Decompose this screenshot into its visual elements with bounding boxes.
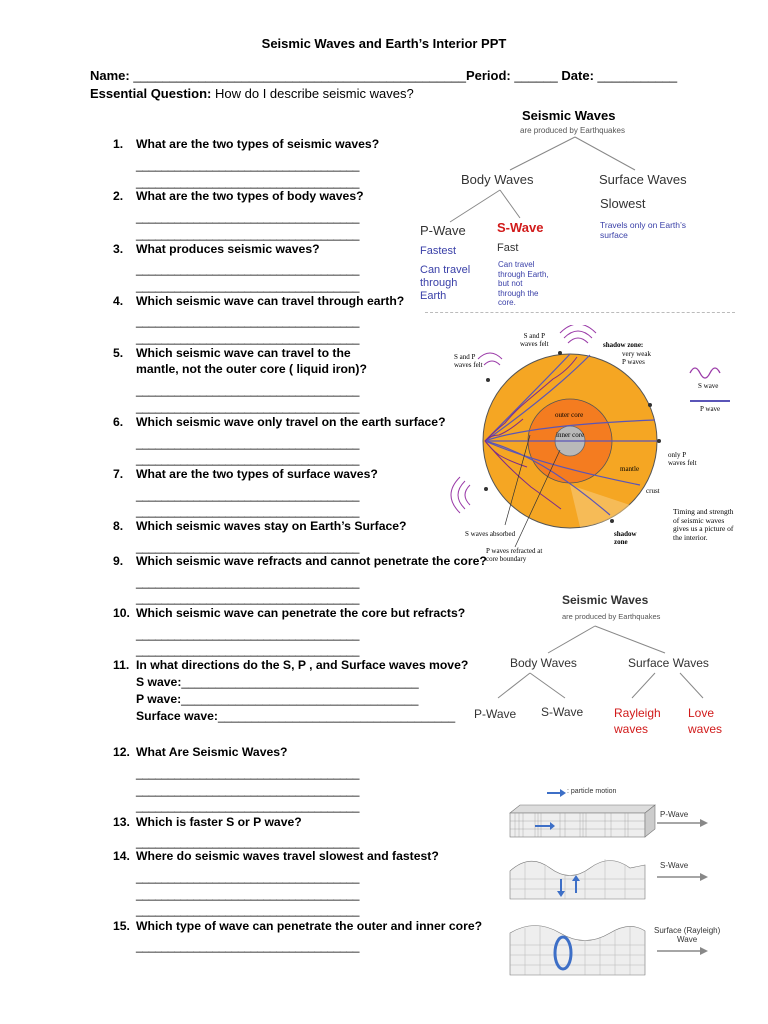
essential-question — [90, 86, 414, 101]
p-refracted-label: P waves refracted at core boundary — [486, 547, 543, 563]
shadow-zone-desc: very weak P waves — [622, 350, 651, 366]
period-label: Period: — [465, 68, 511, 83]
shadow-zone2-label: shadow zone — [614, 530, 637, 546]
s-wave-legend: S wave — [698, 382, 719, 390]
answer-line[interactable]: ___________________________________ — [136, 227, 360, 241]
p-wave-legend: P wave — [700, 405, 721, 413]
d2-p-wave: P-Wave — [474, 707, 517, 721]
d2-title: Seismic Waves — [562, 593, 649, 607]
question-10: 10. Which seismic wave can penetrate the core but refracts? — [113, 606, 466, 620]
name-label: Name: — [90, 68, 130, 83]
seismic-waves-concept-map-1 — [410, 100, 730, 315]
d2-love: Love waves — [688, 706, 723, 736]
answer-line[interactable]: ___________________________________ — [136, 766, 360, 780]
eq-label: Essential Question: — [90, 86, 212, 101]
timing-note: Timing and strength of seismic waves gives us a picture of the interior. — [673, 507, 734, 542]
question-4: 4. Which seismic wave can travel through earth? — [113, 294, 405, 308]
earth-interior-diagram — [440, 325, 760, 570]
d1-fastest: Fastest — [420, 245, 457, 257]
d2-s-wave: S-Wave — [541, 705, 584, 719]
sp-felt-left: S and P waves felt — [454, 353, 483, 369]
answer-line[interactable]: ___________________________________ — [136, 279, 360, 293]
answer-line[interactable]: ___________________________________ — [136, 887, 360, 901]
answer-line[interactable]: ___________________________________ — [136, 175, 360, 189]
answer-line[interactable]: ___________________________________ — [136, 591, 360, 605]
d2-body-waves: Body Waves — [510, 656, 577, 670]
answer-line[interactable]: ___________________________________ — [136, 488, 360, 502]
name-row — [90, 68, 677, 83]
question-5: 5. Which seismic wave can travel to the — [113, 346, 351, 360]
question-11: 11. In what directions do the S, P , and Surface waves move? — [113, 658, 469, 672]
d1-p-desc: Can travel through Earth — [420, 264, 471, 302]
question-15: 15. Which type of wave can penetrate the outer and inner core? — [113, 919, 483, 933]
answer-line[interactable]: ___________________________________ — [136, 158, 360, 172]
answer-line[interactable]: ___________________________________ — [136, 262, 360, 276]
d3-p-wave: P-Wave — [660, 810, 689, 819]
answer-line[interactable]: ___________________________________ — [136, 903, 360, 917]
question-6: 6. Which seismic wave only travel on the earth surface? — [113, 415, 446, 429]
answer-line[interactable]: ___________________________________ — [136, 314, 360, 328]
answer-line[interactable]: ___________________________________ — [136, 643, 360, 657]
answer-line[interactable]: ___________________________________ — [136, 783, 360, 797]
inner-core-label: inner core — [556, 431, 585, 439]
question-1: 1. What are the two types of seismic waves? — [113, 137, 380, 151]
question-5-cont: mantle, not the outer core ( liquid iron)? — [136, 362, 367, 376]
mantle-label: mantle — [620, 465, 640, 473]
answer-line[interactable]: ___________________________________ — [136, 575, 360, 589]
d1-title: Seismic Waves — [522, 108, 616, 123]
d1-surface-desc: Travels only on Earth’s surface — [600, 220, 686, 240]
date-label: Date: — [561, 68, 594, 83]
d3-s-wave: S-Wave — [660, 861, 689, 870]
question-12: 12. What Are Seismic Waves? — [113, 745, 288, 759]
answer-line[interactable]: ___________________________________ — [136, 799, 360, 813]
s-wave-legend-line — [690, 368, 720, 378]
only-p-label: only P waves felt — [668, 451, 697, 467]
answer-line[interactable]: ___________________________________ — [136, 627, 360, 641]
question-7: 7. What are the two types of surface waves? — [113, 467, 378, 481]
answer-line[interactable]: ___________________________________ — [136, 436, 360, 450]
answer-line[interactable]: ___________________________________ — [136, 210, 360, 224]
d3-surface-wave: Surface (Rayleigh) Wave — [654, 926, 721, 944]
answer-line[interactable]: ___________________________________ — [136, 939, 360, 953]
surface-wave-answer: Surface wave:___________________________________ — [136, 709, 456, 723]
d1-body-waves: Body Waves — [461, 172, 534, 187]
d1-s-desc: Can travel through Earth, but not through the core. — [498, 260, 549, 307]
shadow-zone-label: shadow zone: — [603, 341, 644, 349]
period-blank[interactable]: ______ — [514, 68, 558, 83]
question-13: 13. Which is faster S or P wave? — [113, 815, 302, 829]
answer-line[interactable]: ___________________________________ — [136, 452, 360, 466]
d2-rayleigh: Rayleigh waves — [614, 706, 661, 736]
question-2: 2. What are the two types of body waves? — [113, 189, 364, 203]
seismic-waves-concept-map-2 — [470, 588, 740, 748]
s-absorbed-label: S waves absorbed — [465, 530, 516, 538]
question-8: 8. Which seismic waves stay on Earth’s Surface? — [113, 519, 407, 533]
d1-fast: Fast — [497, 242, 519, 254]
answer-line[interactable]: ___________________________________ — [136, 835, 360, 849]
crust-label: crust — [646, 487, 660, 495]
eq-text: How do I describe seismic waves? — [215, 86, 414, 101]
question-3: 3. What produces seismic waves? — [113, 242, 320, 256]
answer-line[interactable]: ___________________________________ — [136, 383, 360, 397]
outer-core-label: outer core — [555, 411, 584, 419]
d1-surface-waves: Surface Waves — [599, 172, 687, 187]
d1-slowest: Slowest — [600, 196, 646, 211]
legend-arrow-icon — [547, 789, 566, 797]
particle-motion-diagram — [505, 783, 735, 983]
sp-felt-top: S and P waves felt — [520, 332, 549, 348]
name-blank[interactable]: ______________________________________________ — [133, 68, 466, 83]
answer-line[interactable]: ___________________________________ — [136, 504, 360, 518]
question-9: 9. Which seismic wave refracts and cannot penetrate the core? — [113, 554, 487, 568]
d1-s-wave: S-Wave — [497, 220, 544, 235]
d1-p-wave: P-Wave — [420, 223, 466, 238]
question-14: 14. Where do seismic waves travel slowest and fastest? — [113, 849, 439, 863]
answer-line[interactable]: ___________________________________ — [136, 540, 360, 554]
divider — [425, 312, 735, 313]
answer-line[interactable]: ___________________________________ — [136, 400, 360, 414]
d2-surface-waves: Surface Waves — [628, 656, 709, 670]
page-title: Seismic Waves and Earth’s Interior PPT — [261, 36, 507, 51]
answer-line[interactable]: ___________________________________ — [136, 331, 360, 345]
s-wave-answer: S wave:___________________________________ — [136, 675, 419, 689]
particle-motion-legend: : particle motion — [567, 788, 617, 795]
answer-line[interactable]: ___________________________________ — [136, 870, 360, 884]
date-blank[interactable]: ___________ — [597, 68, 678, 83]
p-wave-answer: P wave:___________________________________ — [136, 692, 419, 706]
d1-subtitle: are produced by Earthquakes — [520, 126, 625, 135]
d2-subtitle: are produced by Earthquakes — [562, 612, 661, 621]
